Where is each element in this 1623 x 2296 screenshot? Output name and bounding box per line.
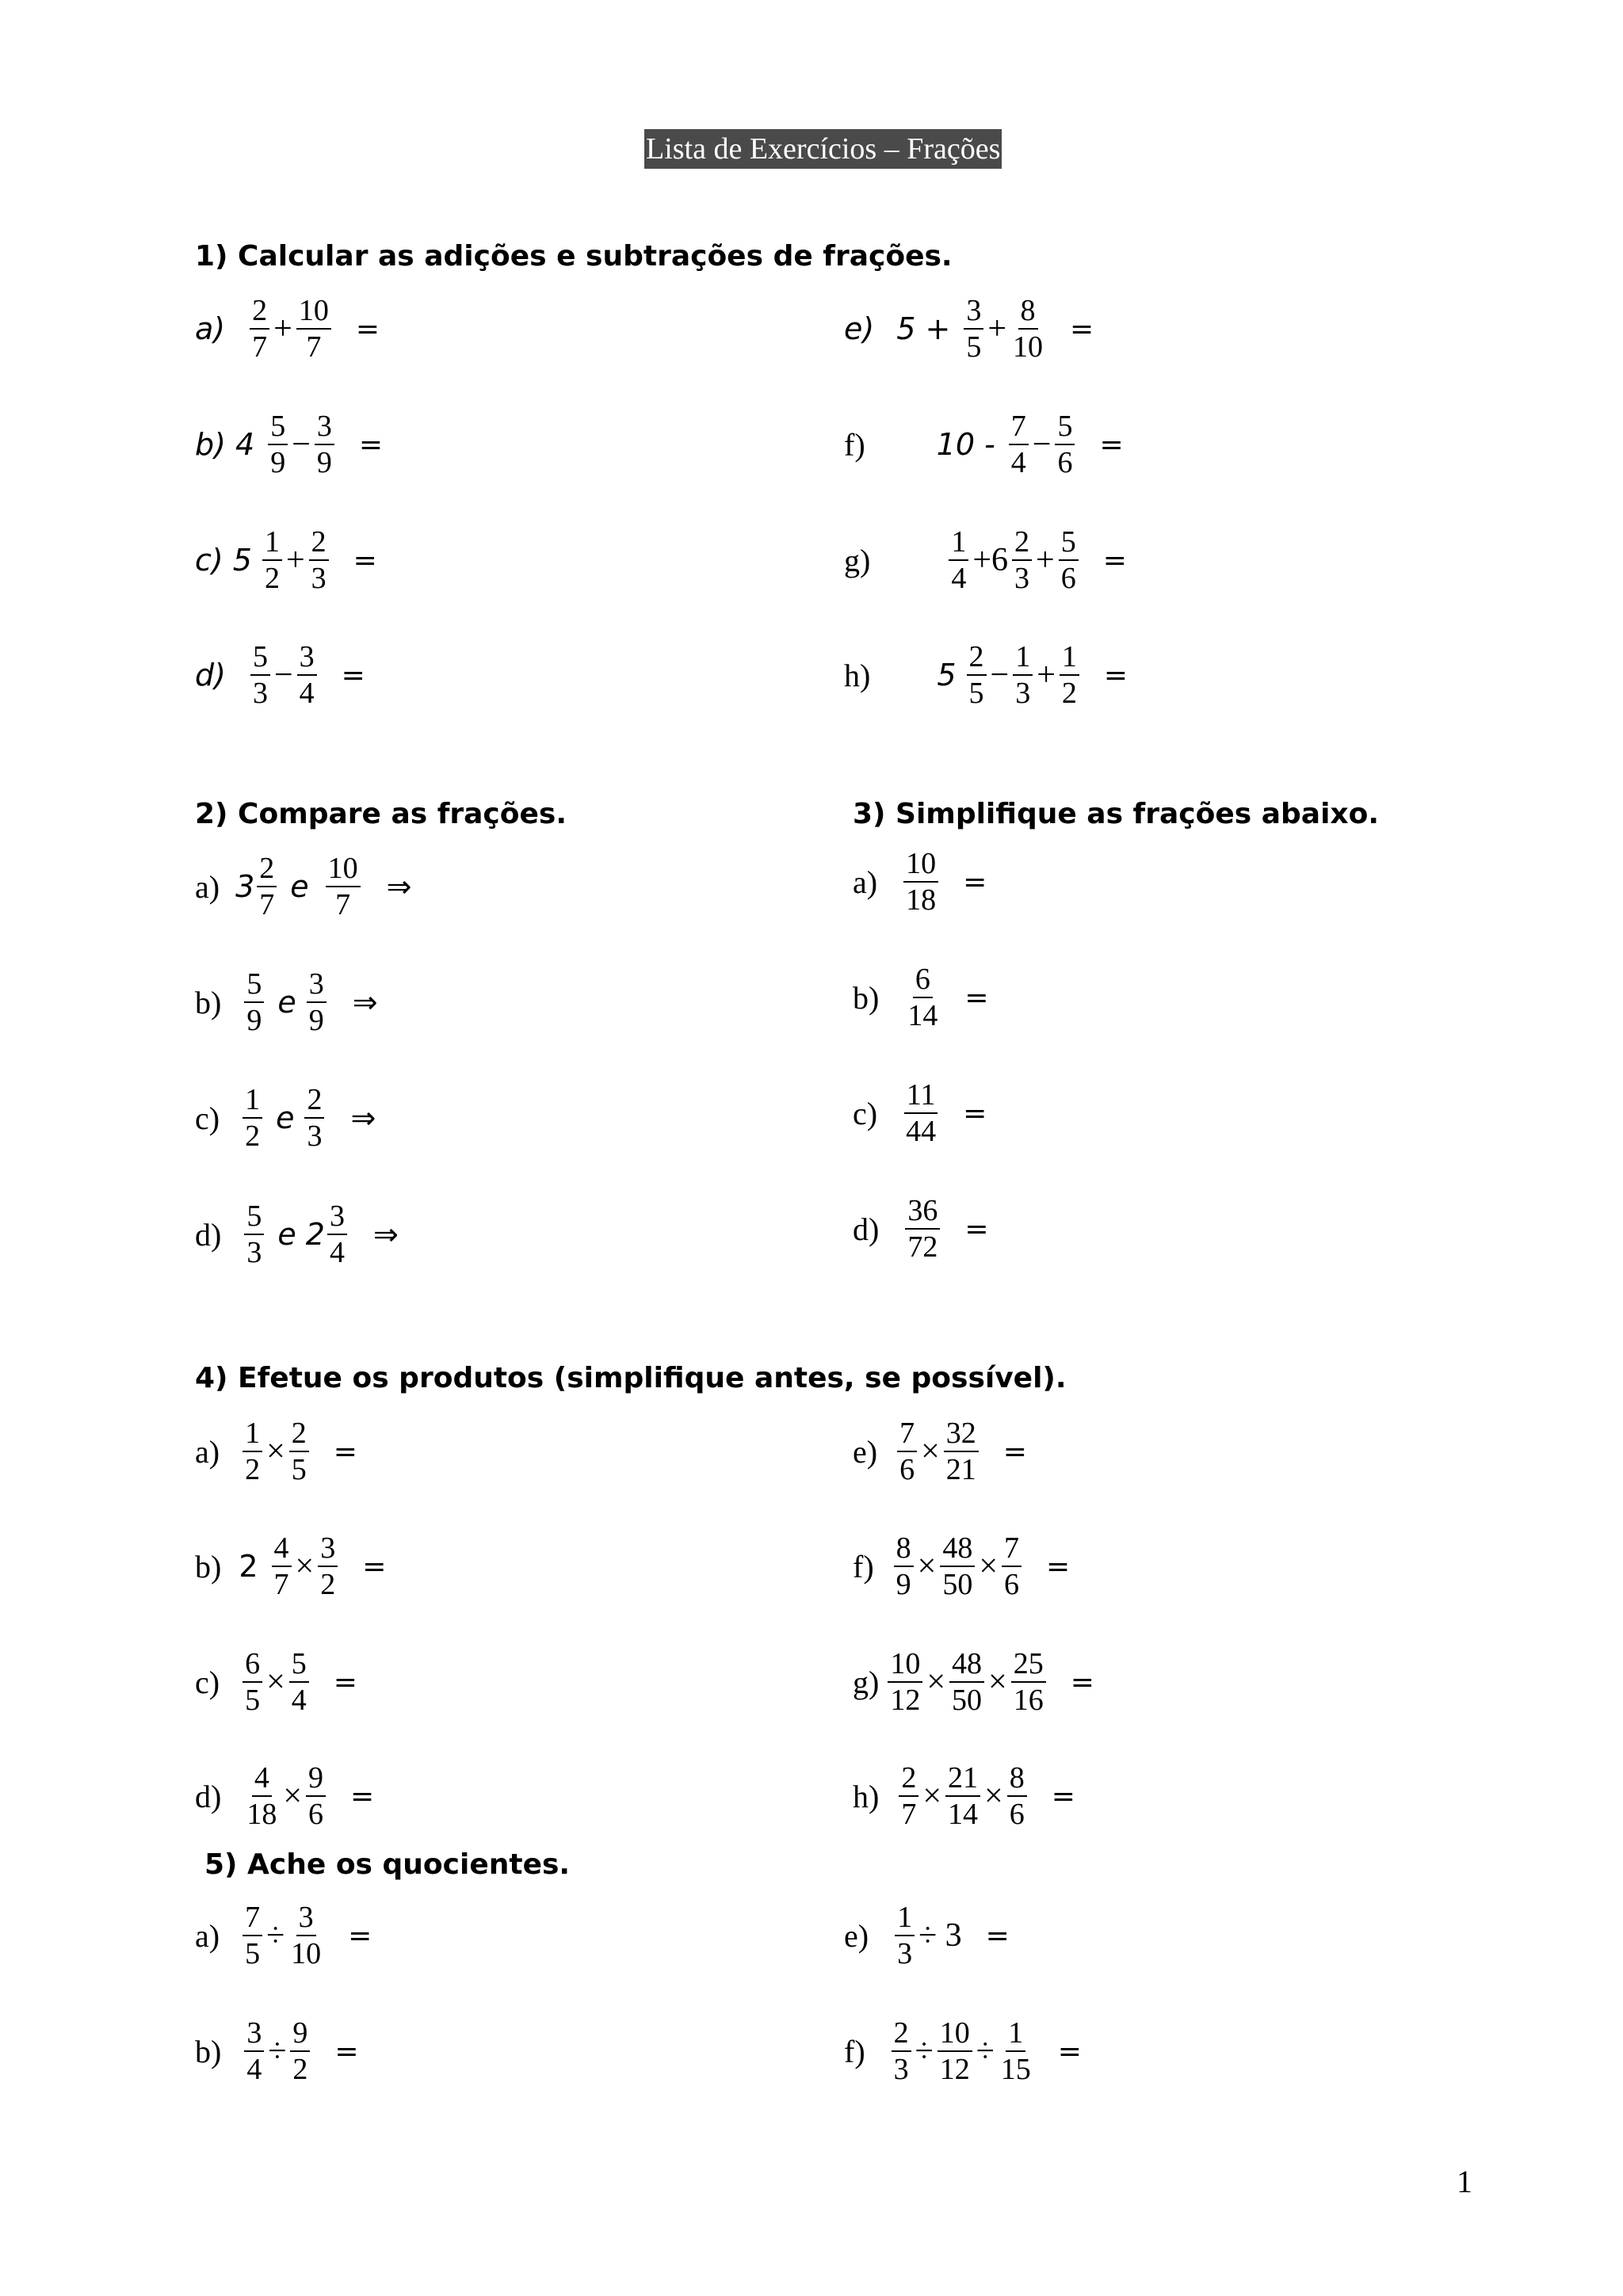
- section-4-heading: 4) Efetue os produtos (simplifique antes, se possível).: [195, 1362, 1067, 1394]
- equals-sign: =: [1057, 2035, 1082, 2068]
- fraction: $\frac{4}{18}$: [246, 1761, 277, 1831]
- whole-number: 5: [937, 658, 957, 692]
- operator: +: [987, 311, 1007, 347]
- fraction: $\frac{10}{18}$: [903, 846, 938, 917]
- equals-sign: =: [362, 1550, 387, 1583]
- section-1-heading: 1) Calcular as adições e subtrações de frações.: [195, 240, 953, 273]
- operator: −: [990, 657, 1010, 693]
- fraction: $\frac{25}{16}$: [1011, 1646, 1046, 1718]
- fraction: $\frac{5}{6}$: [1059, 524, 1079, 596]
- fraction: $\frac{3}{9}$: [307, 967, 327, 1038]
- exercise-4g: [853, 1638, 1094, 1726]
- exercise-label: c): [195, 1100, 220, 1136]
- page-number: 1: [1457, 2164, 1472, 2199]
- fraction: $\frac{1}{15}$: [1000, 2016, 1031, 2086]
- fraction: $\frac{1}{4}$: [949, 524, 968, 596]
- fraction: $\frac{32}{21}$: [944, 1416, 979, 1487]
- equals-sign: =: [964, 981, 989, 1014]
- exercise-4e: [853, 1408, 1027, 1495]
- equals-sign: =: [1102, 543, 1127, 577]
- operator: ×: [922, 1778, 942, 1814]
- operator: ÷ 3: [918, 1917, 962, 1954]
- fraction: $\frac{5}{6}$: [1055, 409, 1075, 480]
- section-3-heading: 3) Simplifique as frações abaixo.: [853, 798, 1380, 830]
- operator: ×: [283, 1778, 303, 1814]
- fraction: $\frac{2}{3}$: [309, 524, 329, 596]
- equals-sign: =: [350, 1779, 375, 1813]
- equals-sign: =: [1099, 428, 1124, 461]
- exercise-label: g): [853, 1664, 880, 1700]
- exercise-2d: [195, 1191, 399, 1278]
- fraction: $\frac{3}{4}$: [244, 2016, 264, 2087]
- operator: ×: [921, 1433, 940, 1470]
- exercise-4a: [195, 1408, 357, 1495]
- exercise-label: c): [195, 1664, 220, 1700]
- fraction: $\frac{8}{9}$: [894, 1531, 914, 1602]
- exercise-2a: [195, 843, 412, 930]
- exercise-3c: [853, 1070, 987, 1157]
- fraction: $\frac{48}{50}$: [949, 1646, 984, 1718]
- exercise-label: h): [844, 657, 871, 693]
- fraction: $\frac{3}{4}$: [297, 639, 317, 711]
- exercise-label: b): [195, 984, 222, 1020]
- operator: ÷: [915, 2033, 934, 2069]
- fraction: $\frac{9}{2}$: [290, 2016, 310, 2087]
- exercise-3d: [853, 1185, 989, 1272]
- fraction: $\frac{48}{50}$: [940, 1531, 975, 1602]
- fraction: $\frac{3}{9}$: [315, 409, 334, 480]
- equals-sign: =: [963, 1097, 987, 1130]
- exercise-1a: [195, 285, 380, 372]
- fraction: $\frac{1}{2}$: [1060, 639, 1079, 711]
- exercise-label: e): [844, 311, 875, 346]
- whole-number: 2: [239, 1549, 258, 1584]
- operator: −: [1032, 426, 1052, 463]
- exercise-1c: [195, 517, 377, 604]
- fraction: $\frac{3}{4}$: [327, 1199, 347, 1270]
- fraction: $\frac{4}{7}$: [272, 1531, 292, 1602]
- exercise-label: d): [853, 1211, 880, 1247]
- equals-sign: =: [1002, 1435, 1027, 1468]
- operator: ×: [979, 1548, 999, 1585]
- exercise-4c: [195, 1638, 357, 1726]
- exercise-label: a): [853, 864, 878, 900]
- fraction: $\frac{5}{4}$: [289, 1646, 309, 1718]
- fraction: $\frac{2}{5}$: [289, 1416, 309, 1487]
- exercise-label: a): [195, 868, 220, 905]
- fraction: $\frac{3}{5}$: [964, 293, 983, 364]
- fraction: $\frac{5}{3}$: [244, 1199, 264, 1270]
- operator: +: [1037, 657, 1056, 693]
- conjunction: e: [277, 985, 296, 1020]
- exercise-1h: [844, 631, 1128, 719]
- whole-number: 5 +: [896, 311, 951, 346]
- exercise-3b: [853, 954, 989, 1041]
- exercise-1f: [844, 401, 1124, 488]
- exercise-label: d): [195, 1216, 222, 1253]
- fraction: $\frac{8}{6}$: [1007, 1760, 1027, 1832]
- fraction: $\frac{9}{6}$: [306, 1760, 326, 1832]
- fraction: $\frac{2}{3}$: [892, 2016, 911, 2087]
- exercise-label: b): [195, 2033, 222, 2069]
- operator: −: [292, 426, 311, 463]
- operator: ×: [917, 1548, 937, 1585]
- fraction: $\frac{1}{2}$: [242, 1082, 262, 1154]
- exercise-3a: [853, 838, 987, 925]
- conjunction: e 2: [277, 1217, 325, 1252]
- exercise-label: b) 4: [195, 427, 255, 462]
- equals-sign: =: [985, 1919, 1010, 1952]
- exercise-4h: [853, 1753, 1075, 1840]
- fraction: $\frac{3}{10}$: [291, 1901, 322, 1970]
- fraction: $\frac{7}{4}$: [1009, 409, 1029, 480]
- operator: ×: [266, 1664, 285, 1700]
- fraction: $\frac{7}{6}$: [897, 1416, 917, 1487]
- fraction: $\frac{5}{3}$: [250, 639, 270, 711]
- fraction: $\frac{1}{2}$: [242, 1416, 262, 1487]
- equals-sign: =: [1103, 658, 1128, 692]
- exercise-label: a): [195, 1917, 220, 1954]
- fraction: $\frac{7}{5}$: [242, 1900, 262, 1971]
- fraction: $\frac{7}{6}$: [1002, 1531, 1022, 1602]
- exercise-label: b): [195, 1548, 222, 1585]
- equals-sign: =: [1070, 1665, 1094, 1699]
- exercise-5f: [844, 2008, 1082, 2095]
- fraction: $\frac{1}{3}$: [895, 1900, 915, 1971]
- equals-sign: =: [341, 658, 365, 692]
- operator: ÷: [266, 1917, 285, 1954]
- equals-sign: =: [1070, 312, 1094, 345]
- operator: ×: [295, 1548, 315, 1585]
- fraction: $\frac{2}{3}$: [1012, 524, 1032, 596]
- implies-arrow: ⇒: [352, 985, 378, 1020]
- operator: ×: [926, 1664, 946, 1700]
- exercise-label: b): [853, 979, 880, 1016]
- fraction: $\frac{1}{3}$: [1013, 639, 1033, 711]
- fraction: $\frac{10}{7}$: [326, 851, 361, 922]
- fraction: $\frac{10}{7}$: [296, 293, 331, 364]
- conjunction: e: [290, 869, 309, 904]
- whole-number: 10 -: [936, 427, 995, 462]
- fraction: $\frac{2}{5}$: [967, 639, 987, 711]
- operator: +: [285, 542, 305, 578]
- equals-sign: =: [333, 1665, 357, 1699]
- fraction: $\frac{21}{14}$: [945, 1760, 980, 1832]
- exercise-5e: [844, 1892, 1010, 1979]
- fraction: $\frac{2}{7}$: [250, 293, 269, 364]
- equals-sign: =: [348, 1919, 372, 1952]
- exercise-label: h): [853, 1778, 880, 1814]
- equals-sign: =: [358, 428, 384, 461]
- implies-arrow: ⇒: [372, 1217, 399, 1252]
- operator: +6: [972, 542, 1009, 578]
- exercise-label: d): [195, 658, 226, 692]
- fraction: $\frac{6}{5}$: [242, 1646, 262, 1718]
- exercise-label: a): [195, 1433, 220, 1470]
- exercise-label: e): [853, 1433, 878, 1470]
- exercise-4b: [195, 1523, 386, 1610]
- operator: +: [273, 311, 292, 347]
- whole-number: 3: [235, 869, 255, 904]
- operator: ×: [988, 1664, 1007, 1700]
- exercise-label: e): [844, 1917, 869, 1954]
- exercise-1b: [195, 401, 383, 488]
- operator: +: [1036, 542, 1055, 578]
- operator: ÷: [976, 2033, 995, 2069]
- operator: ÷: [268, 2033, 287, 2069]
- exercise-5b: [195, 2008, 359, 2095]
- exercise-label: g): [844, 542, 871, 578]
- operator: −: [273, 657, 293, 693]
- fraction: $\frac{11}{44}$: [903, 1077, 938, 1149]
- exercise-5a: [195, 1892, 372, 1979]
- implies-arrow: ⇒: [350, 1100, 376, 1135]
- exercise-4d: [195, 1753, 374, 1840]
- equals-sign: =: [964, 1212, 989, 1245]
- fraction: $\frac{2}{7}$: [899, 1760, 918, 1832]
- implies-arrow: ⇒: [386, 869, 412, 904]
- exercise-label: d): [195, 1778, 222, 1814]
- operator: ×: [266, 1433, 285, 1470]
- fraction: $\frac{8}{10}$: [1013, 294, 1044, 364]
- operator: ×: [984, 1778, 1003, 1814]
- exercise-label: f): [844, 2033, 865, 2069]
- fraction: $\frac{5}{9}$: [244, 967, 264, 1038]
- section-5-heading: 5) Ache os quocientes.: [204, 1848, 571, 1881]
- exercise-2b: [195, 959, 378, 1046]
- exercise-1g: [844, 517, 1127, 604]
- equals-sign: =: [963, 865, 987, 898]
- exercise-2c: [195, 1074, 376, 1161]
- exercise-1d: [195, 631, 365, 719]
- equals-sign: =: [334, 2035, 359, 2068]
- equals-sign: =: [333, 1435, 357, 1468]
- exercise-label: a): [195, 311, 226, 346]
- equals-sign: =: [355, 312, 380, 345]
- equals-sign: =: [353, 543, 377, 577]
- equals-sign: =: [1046, 1550, 1071, 1583]
- fraction: $\frac{3}{2}$: [318, 1531, 338, 1602]
- fraction: $\frac{2}{7}$: [257, 851, 277, 922]
- fraction: $\frac{2}{3}$: [304, 1082, 324, 1154]
- exercise-label: f): [844, 426, 865, 463]
- exercise-label: c): [853, 1095, 878, 1131]
- fraction: $\frac{36}{72}$: [905, 1193, 940, 1264]
- fraction: $\frac{10}{12}$: [938, 2016, 972, 2087]
- exercise-1e: [844, 285, 1094, 372]
- exercise-4f: [853, 1523, 1070, 1610]
- exercise-label: c) 5: [195, 543, 252, 578]
- fraction: $\frac{6}{14}$: [907, 963, 938, 1032]
- section-2-heading: 2) Compare as frações.: [195, 798, 567, 830]
- conjunction: e: [276, 1100, 295, 1135]
- exercise-label: f): [853, 1548, 874, 1585]
- worksheet-title: Lista de Exercícios – Frações: [644, 129, 1002, 169]
- fraction: $\frac{1}{2}$: [262, 524, 282, 596]
- fraction: $\frac{5}{9}$: [268, 409, 288, 480]
- fraction: $\frac{10}{12}$: [888, 1646, 922, 1718]
- equals-sign: =: [1051, 1779, 1075, 1813]
